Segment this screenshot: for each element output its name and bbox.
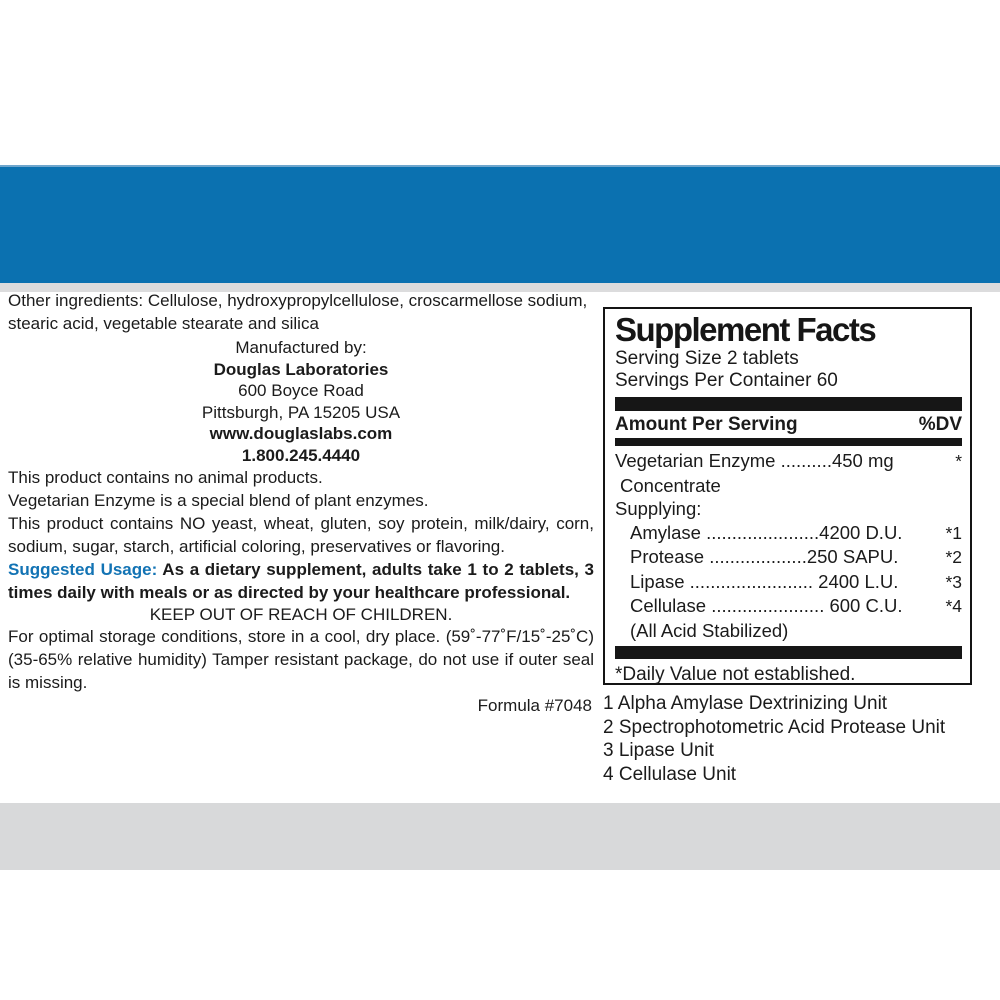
other-ingredients-text: Other ingredients: Cellulose, hydroxypropylcellulose, croscarmellose sodium, stearic acid, vegetable stearate and silica bbox=[8, 291, 588, 333]
dv-value: *1 bbox=[945, 522, 962, 543]
ingredient-amount: 600 C.U. bbox=[824, 595, 903, 616]
daily-value-footnote: *Daily Value not established. bbox=[615, 664, 856, 685]
dv-value: *2 bbox=[945, 547, 962, 567]
dot-leader: ........................ bbox=[689, 570, 814, 592]
facts-row-cellulase bbox=[615, 594, 962, 619]
servings-per-container: Servings Per Container 60 bbox=[615, 370, 838, 391]
blue-banner bbox=[0, 165, 1000, 283]
plant-enzyme-blend-statement: Vegetarian Enzyme is a special blend of plant enzymes. bbox=[8, 491, 429, 510]
bottom-gray-band bbox=[0, 803, 1000, 870]
dot-leader: .......... bbox=[780, 450, 832, 471]
phone-number: 1.800.245.4440 bbox=[241, 445, 361, 465]
storage-instructions: For optimal storage conditions, store in a cool, dry place. (59˚-77˚F/15˚-25˚C) (35-65% relative humidity) Tamper resistant package, do not use if outer seal is missing. bbox=[8, 627, 594, 692]
suggested-usage-label: Suggested Usage: bbox=[8, 560, 158, 579]
dv-value: * bbox=[955, 451, 962, 471]
manufactured-by-label: Manufactured by: bbox=[235, 338, 367, 357]
facts-row-concentrate bbox=[615, 474, 962, 498]
ingredient-name: Vegetarian Enzyme bbox=[615, 450, 781, 471]
left-column bbox=[8, 289, 594, 717]
ingredient-name: Amylase bbox=[630, 521, 707, 543]
divider-bar-thick-bottom bbox=[615, 646, 962, 659]
facts-row-protease bbox=[615, 545, 962, 570]
amount-per-serving-label: Amount Per Serving bbox=[615, 414, 798, 435]
no-animal-products-statement: This product contains no animal products. bbox=[8, 468, 323, 487]
divider-bar-thick bbox=[615, 397, 962, 411]
formula-number: Formula #7048 bbox=[477, 696, 592, 715]
address-line-1: 600 Boyce Road bbox=[238, 381, 364, 400]
suggested-usage-text: As a dietary supplement, adults take 1 to 2 tablets, 3 times daily with meals or as directed by your healthcare professional. bbox=[8, 560, 595, 602]
ingredient-name: Supplying: bbox=[615, 498, 702, 519]
contains-no-statement: This product contains NO yeast, wheat, gluten, soy protein, milk/dairy, corn, sodium, sugar, starch, artificial coloring, preservatives or flavoring. bbox=[8, 514, 594, 556]
ingredient-name: Cellulase bbox=[630, 595, 712, 616]
ingredient-name: (All Acid Stabilized) bbox=[630, 619, 789, 641]
unit-footnotes bbox=[603, 692, 997, 786]
divider-bar-thin bbox=[615, 438, 962, 446]
facts-title: Supplement Facts bbox=[615, 311, 876, 348]
ingredient-amount: 4200 D.U. bbox=[819, 521, 903, 543]
facts-row-lipase bbox=[615, 570, 962, 595]
dot-leader: ................... bbox=[709, 546, 807, 567]
manufacturer-block bbox=[8, 337, 594, 466]
percent-dv-label: %DV bbox=[918, 414, 962, 435]
ingredient-name: Concentrate bbox=[620, 474, 721, 496]
dv-value: *3 bbox=[945, 571, 962, 592]
company-name: Douglas Laboratories bbox=[213, 359, 389, 379]
unit-footnote-1: 1 Alpha Amylase Dextrinizing Unit bbox=[603, 693, 888, 714]
unit-footnote-3: 3 Lipase Unit bbox=[603, 740, 714, 761]
ingredient-amount: 450 mg bbox=[831, 450, 894, 471]
amount-per-serving-header-row bbox=[615, 411, 962, 438]
ingredient-amount: 2400 L.U. bbox=[813, 570, 899, 592]
website-text: www.douglaslabs.com bbox=[209, 424, 393, 443]
dv-value: *4 bbox=[945, 596, 962, 616]
ingredient-amount: 250 SAPU. bbox=[806, 546, 899, 567]
unit-footnote-2: 2 Spectrophotometric Acid Protease Unit bbox=[603, 716, 946, 738]
facts-row-vegetarian-enzyme bbox=[615, 449, 962, 474]
address-line-2: Pittsburgh, PA 15205 USA bbox=[201, 402, 401, 422]
ingredient-name: Lipase bbox=[630, 570, 690, 592]
dot-leader: ...................... bbox=[711, 595, 825, 616]
facts-row-acid-stabilized bbox=[615, 619, 962, 643]
serving-size: Serving Size 2 tablets bbox=[615, 348, 799, 369]
facts-row-supplying bbox=[615, 497, 962, 521]
suggested-usage-paragraph bbox=[8, 558, 594, 604]
facts-row-amylase bbox=[615, 521, 962, 546]
dot-leader: ...................... bbox=[706, 521, 820, 543]
unit-footnote-4: 4 Cellulase Unit bbox=[603, 763, 737, 785]
keep-out-warning: KEEP OUT OF REACH OF CHILDREN. bbox=[149, 605, 453, 624]
ingredient-name: Protease bbox=[630, 546, 710, 567]
supplement-facts-panel bbox=[603, 307, 972, 685]
